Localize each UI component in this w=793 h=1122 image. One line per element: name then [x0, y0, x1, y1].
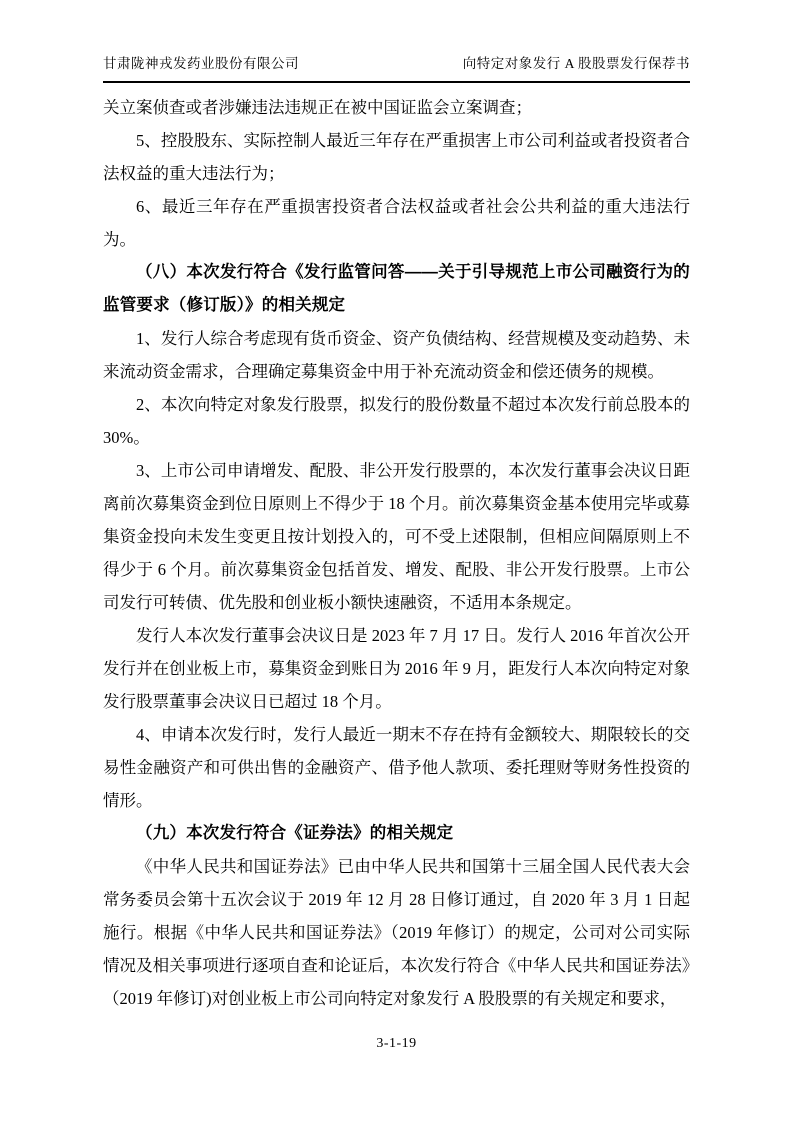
body-paragraph: 5、控股股东、实际控制人最近三年存在严重损害上市公司利益或者投资者合法权益的重大违法行为； — [103, 131, 690, 183]
section-heading: （九）本次发行符合《证券法》的相关规定 — [136, 824, 454, 842]
body-paragraph: 4、申请本次发行时，发行人最近一期末不存在持有金额较大、期限较长的交易性金融资产和可供出售的金融资产、借予他人款项、委托理财等财务性投资的情形。 — [103, 725, 690, 810]
page-footer — [0, 1036, 793, 1052]
body-paragraph: 关立案侦查或者涉嫌违法违规正在被中国证监会立案调查； — [103, 98, 532, 117]
body-paragraph: 3、上市公司申请增发、配股、非公开发行股票的，本次发行董事会决议日距离前次募集资金到位日原则上不得少于 18 个月。前次募集资金基本使用完毕或募集资金投向未发生变更且按计划投入的，可不受上述限制，但相应间隔原则上不得少于 6 个月。前次募集资金包括首发、增发、配股、非公开发行股票。上市公司发行可转债、优先股和创业板小额快速融资，不适用本条规定。 — [103, 461, 690, 612]
page-number: 3-1-19 — [376, 1036, 417, 1051]
header-document-title: 向特定对象发行 A 股股票发行保荐书 — [462, 56, 690, 71]
section-heading: （八）本次发行符合《发行监管问答——关于引导规范上市公司融资行为的监管要求（修订版）》的相关规定 — [103, 263, 690, 314]
document-body — [103, 91, 690, 1015]
body-paragraph: 1、发行人综合考虑现有货币资金、资产负债结构、经营规模及变动趋势、未来流动资金需求，合理确定募集资金中用于补充流动资金和偿还债务的规模。 — [103, 329, 690, 381]
page-header — [103, 52, 690, 83]
body-paragraph: 2、本次向特定对象发行股票，拟发行的股份数量不超过本次发行前总股本的 30%。 — [103, 395, 690, 447]
header-company-name: 甘肃陇神戎发药业股份有限公司 — [103, 56, 299, 71]
body-paragraph: 《中华人民共和国证券法》已由中华人民共和国第十三届全国人民代表大会常务委员会第十五次会议于 2019 年 12 月 28 日修订通过，自 2020 年 3 月 1 日起施行。根据《中华人民共和国证券法》（2019 年修订）的规定，公司对公司实际情况及相关事项进行逐项自查和论证后，本次发行符合《中华人民共和国证券法》（2019 年修订)对创业板上市公司向特定对象发行 A 股股票的有关规定和要求， — [103, 857, 690, 1008]
body-paragraph: 发行人本次发行董事会决议日是 2023 年 7 月 17 日。发行人 2016 年首次公开发行并在创业板上市，募集资金到账日为 2016 年 9 月，距发行人本次向特定对象发行股票董事会决议日已超过 18 个月。 — [103, 626, 690, 711]
body-paragraph: 6、最近三年存在严重损害投资者合法权益或者社会公共利益的重大违法行为。 — [103, 197, 690, 249]
